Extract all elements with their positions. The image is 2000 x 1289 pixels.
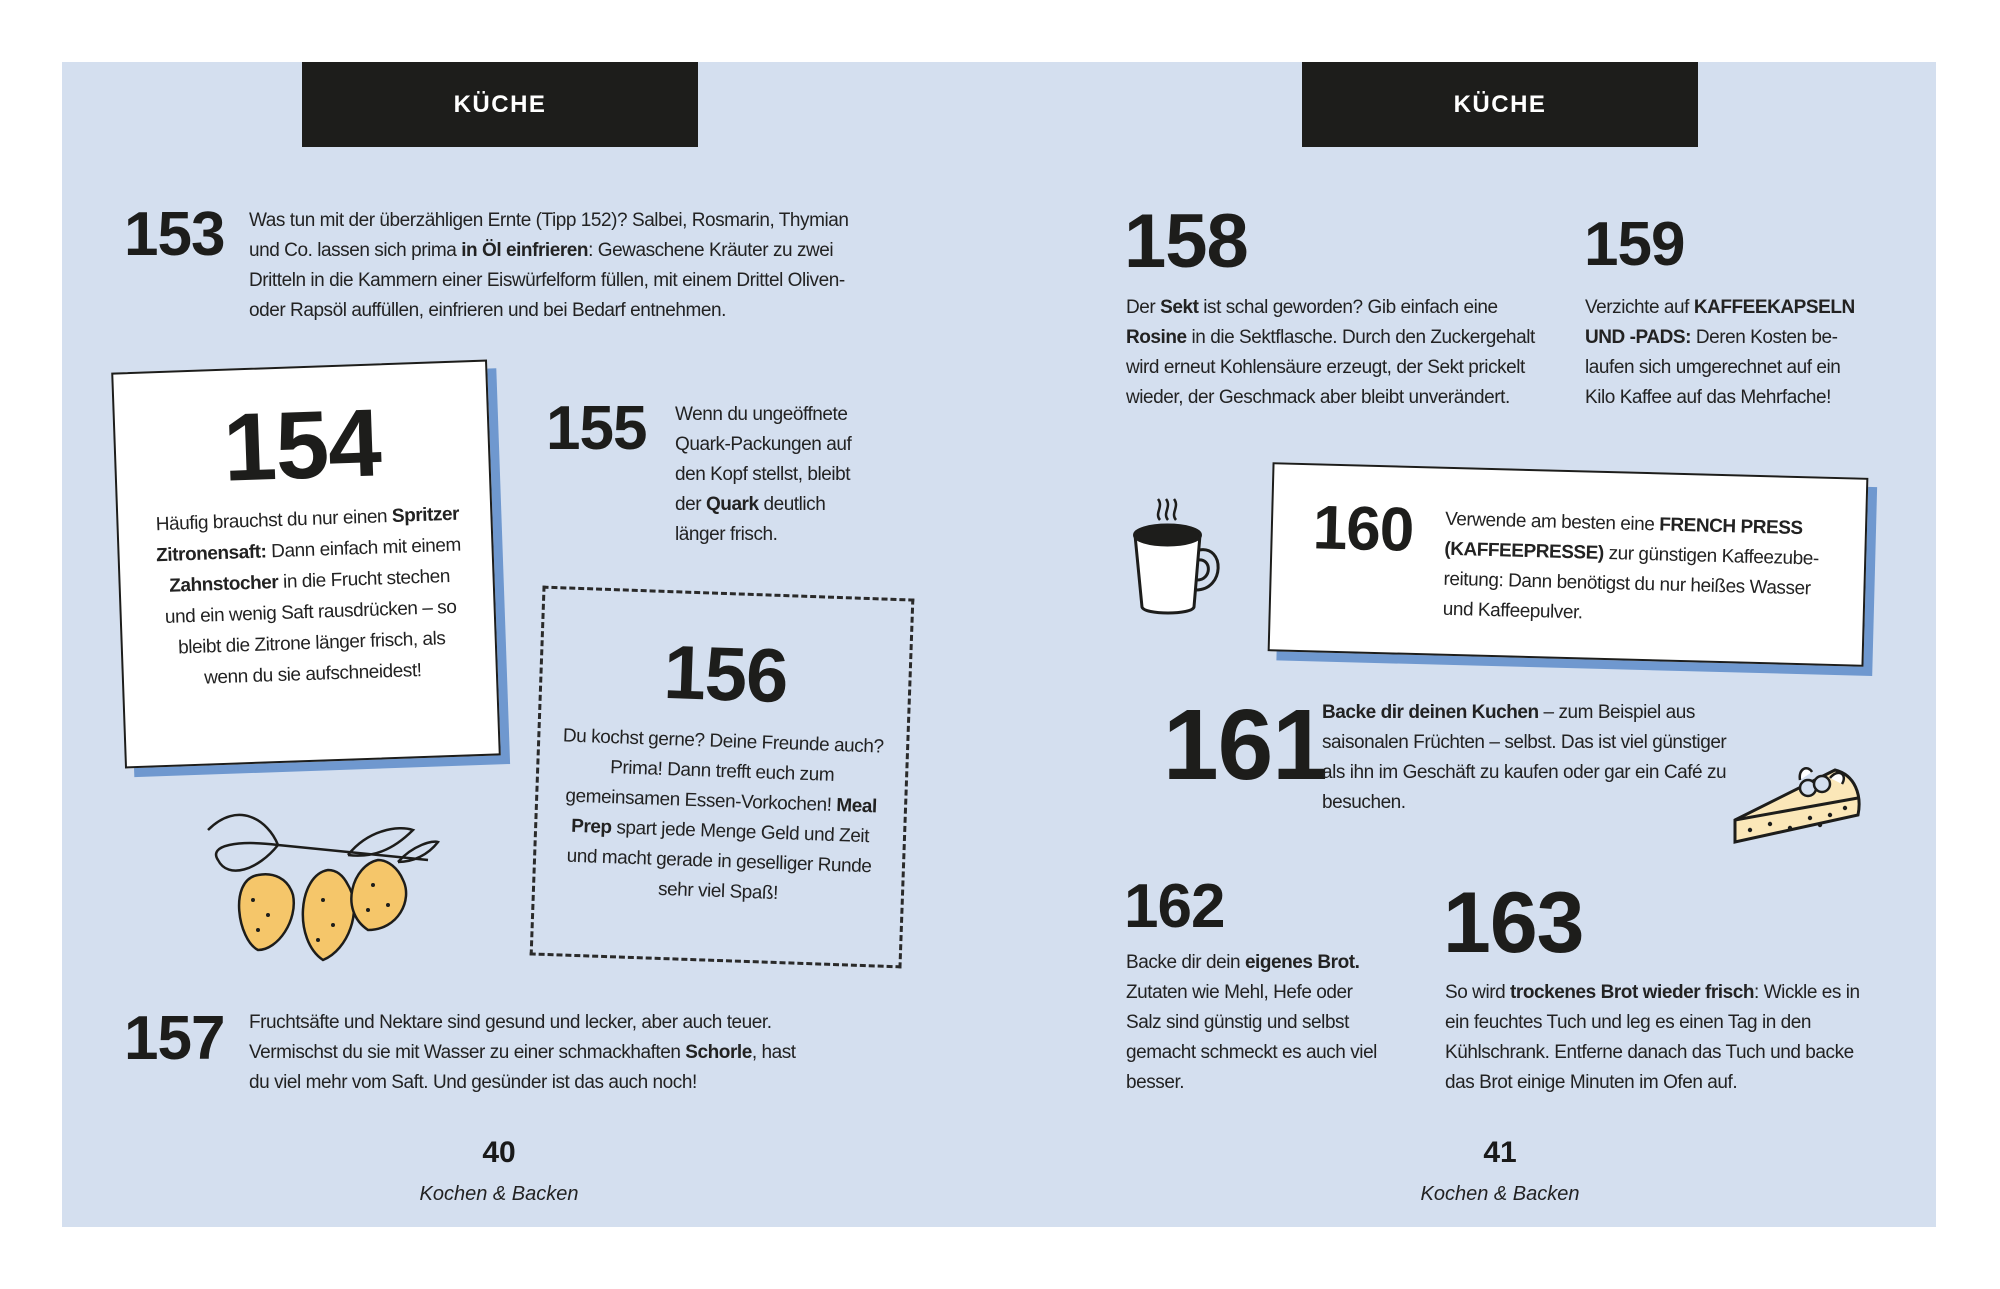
text-segment: Fruchtsäfte und Nektare sind gesund und lecker, aber auch teuer. Vermischst du sie mit Wasser zu einer schmackhaften bbox=[249, 1012, 772, 1063]
tip-number-156: 156 bbox=[662, 629, 789, 720]
tip-box-156 bbox=[530, 586, 915, 969]
tip-text-161 bbox=[1322, 698, 1747, 818]
lemons-illustration bbox=[198, 800, 438, 970]
section-header-right: KÜCHE bbox=[1302, 62, 1698, 147]
tip-number-160: 160 bbox=[1311, 493, 1415, 565]
page-footer-right: Kochen & Backen bbox=[1420, 1183, 1580, 1205]
tip-text-163 bbox=[1445, 978, 1885, 1098]
text-segment: zur günstigen Kaffeezubereitung: Dann benötigst du nur heißes Wasser und Kaffeepulver. bbox=[1442, 542, 1820, 624]
text-segment: Zutaten wie Mehl, Hefe oder Salz sind günstig und selbst gemacht schmeckt es auch viel besser. bbox=[1126, 982, 1377, 1093]
emphasis-text: KAFFEEKAPSELN UND -PADS: bbox=[1585, 297, 1855, 348]
tip-number-155: 155 bbox=[546, 394, 647, 463]
emphasis-text: FRENCH PRESS (KAFFEEPRESSE) bbox=[1444, 514, 1803, 564]
coffee-mug-icon bbox=[1130, 495, 1230, 620]
emphasis-text: Meal Prep bbox=[570, 795, 878, 839]
emphasis-text: Zahnstocher bbox=[168, 571, 279, 597]
page-number-left: 40 bbox=[482, 1136, 516, 1169]
text-segment: spart jede Menge Geld und Zeit und macht gerade in geselliger Runde sehr viel Spaß! bbox=[566, 817, 872, 905]
text-segment: : Gewaschene Kräuter zu zwei Dritteln in die Kammern einer Eiswürfelform füllen, mit einem Drittel Oliven- oder Rapsöl auffüllen, einfrieren und bei Bedarf entnehmen. bbox=[249, 240, 845, 321]
tip-text-162 bbox=[1126, 948, 1388, 1098]
text-segment: Backe dir dein bbox=[1126, 952, 1245, 973]
emphasis-text: eigenes Brot. bbox=[1244, 952, 1360, 973]
emphasis-text: Rosine bbox=[1126, 327, 1187, 348]
text-segment: deutlich länger frisch. bbox=[675, 494, 826, 545]
tip-text-159 bbox=[1585, 293, 1875, 413]
text-segment: Verzichte auf bbox=[1585, 297, 1694, 318]
text-segment: Wenn du ungeöffnete Quark-Packungen auf den Kopf stellst, bleibt der bbox=[675, 404, 852, 515]
emphasis-text: in Öl einfrieren bbox=[461, 240, 589, 261]
emphasis-text: trockenes Brot wieder frisch bbox=[1510, 982, 1755, 1003]
text-segment: Dann einfach mit einem bbox=[266, 534, 462, 563]
text-segment: ist schal geworden? Gib einfach eine bbox=[1198, 297, 1498, 318]
tip-number-158: 158 bbox=[1124, 199, 1248, 284]
page-footer-left: Kochen & Backen bbox=[419, 1183, 579, 1205]
emphasis-text: Backe dir deinen Kuchen bbox=[1322, 702, 1539, 723]
cake-slice-icon bbox=[1730, 760, 1865, 860]
text-segment: in die Frucht stechen und ein wenig Saft rausdrücken – so bleibt die Zitrone länger frisch, als wenn du sie aufschneidest! bbox=[164, 565, 457, 689]
tip-text-156 bbox=[555, 721, 887, 912]
tip-number-163: 163 bbox=[1443, 875, 1584, 971]
tip-number-153: 153 bbox=[124, 200, 225, 269]
tip-number-162: 162 bbox=[1124, 872, 1225, 941]
text-segment: , hast du viel mehr vom Saft. Und gesünder ist das auch noch! bbox=[249, 1042, 796, 1093]
text-segment: in die Sektflasche. Durch den Zuckergehalt wird erneut Kohlensäure erzeugt, der Sekt prickelt wieder, der Geschmack aber bleibt unverändert. bbox=[1126, 327, 1535, 408]
tip-text-157 bbox=[249, 1008, 809, 1098]
text-segment: – zum Beispiel aus saisonalen Früchten – selbst. Das ist viel günstiger als ihn im Geschäft zu kaufen oder gar ein Café zu besuchen. bbox=[1322, 702, 1727, 813]
text-segment: Deren Kosten belaufen sich umgerechnet auf ein Kilo Kaffee auf das Mehrfache! bbox=[1585, 327, 1841, 408]
tip-number-159: 159 bbox=[1584, 210, 1685, 279]
section-header-left: KÜCHE bbox=[302, 62, 698, 147]
text-segment: Verwende am besten eine bbox=[1444, 508, 1660, 536]
tip-number-161: 161 bbox=[1163, 689, 1327, 801]
tip-text-153 bbox=[249, 206, 864, 326]
text-segment: Du kochst gerne? Deine Freunde auch? Prima! Dann trefft euch zum gemeinsamen Essen-Vorkochen! bbox=[562, 725, 884, 817]
tip-text-160 bbox=[1442, 505, 1845, 635]
text-segment: : Wickle es in ein feuchtes Tuch und leg es einen Tag in den Kühlschrank. Entferne danach das Tuch und backe das Brot einige Minuten im Ofen auf. bbox=[1445, 982, 1860, 1093]
emphasis-text: Spritzer Zitronensaft: bbox=[155, 503, 460, 567]
text-segment: Häufig brauchst du nur einen bbox=[155, 505, 393, 536]
emphasis-text: Sekt bbox=[1160, 297, 1199, 318]
emphasis-text: Schorle bbox=[685, 1042, 752, 1063]
emphasis-text: Quark bbox=[705, 494, 759, 515]
tip-text-158 bbox=[1126, 293, 1536, 413]
text-segment: Der bbox=[1126, 297, 1161, 318]
tip-text-155 bbox=[675, 400, 875, 550]
text-segment: So wird bbox=[1445, 982, 1511, 1003]
tip-number-154: 154 bbox=[221, 389, 383, 502]
tip-card-160 bbox=[1268, 462, 1869, 667]
tip-card-154 bbox=[111, 360, 501, 769]
text-segment: Was tun mit der überzähligen Ernte (Tipp 152)? Salbei, Rosmarin, Thymian und Co. lassen sich prima bbox=[249, 210, 849, 261]
tip-number-157: 157 bbox=[124, 1004, 225, 1073]
tip-text-154 bbox=[152, 499, 468, 696]
page-number-right: 41 bbox=[1483, 1136, 1517, 1169]
